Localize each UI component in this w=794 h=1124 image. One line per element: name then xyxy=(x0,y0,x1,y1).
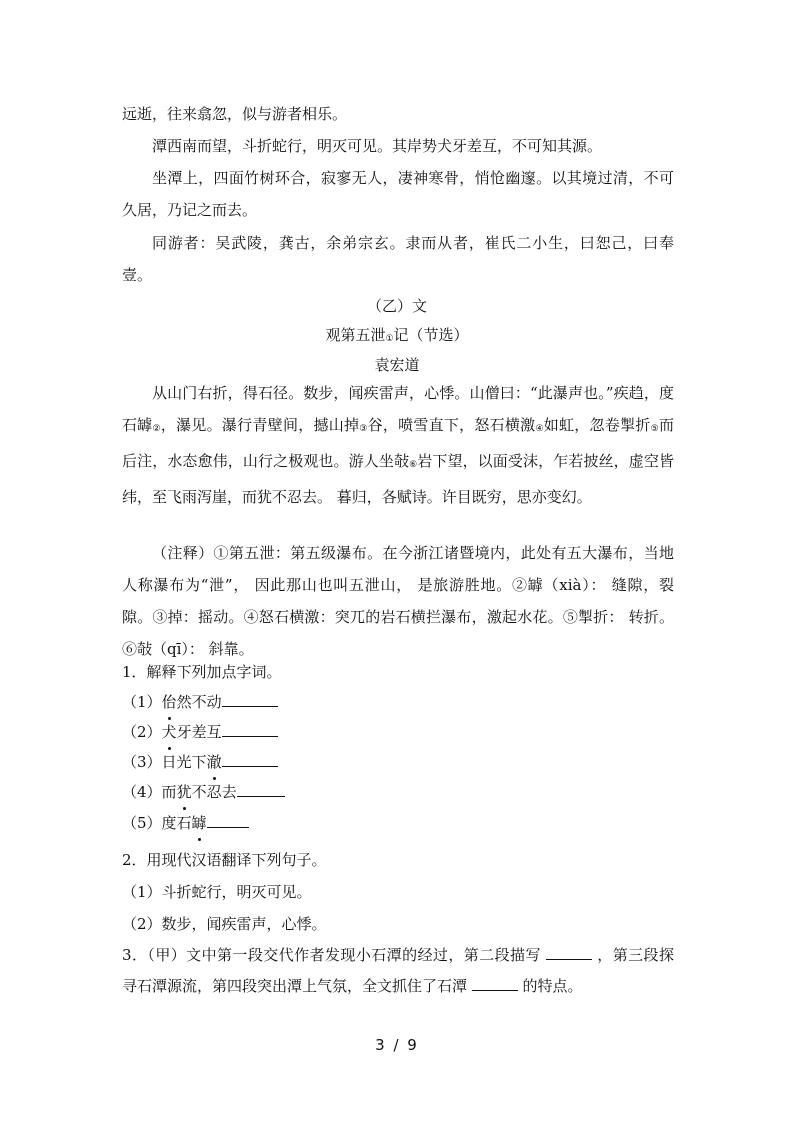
question-1-item xyxy=(122,750,278,774)
question-1-item xyxy=(122,690,278,714)
note-marker: ② xyxy=(152,424,161,434)
question-2-stem: 2．用现代汉语翻译下列句子。 xyxy=(122,851,327,869)
yi-author: 袁宏道 xyxy=(374,356,420,374)
yi-title-suffix: 记（节选） xyxy=(393,326,469,344)
dotted-character: 犬 xyxy=(162,720,177,744)
item-text: 斗折蛇行，明灭可见。 xyxy=(161,883,312,901)
question-3-text: ，第三段探寻石潭源流，第四段突出潭上气氛，全文抓住了石潭 xyxy=(122,946,674,995)
yi-body-text: 而后注，水态愈伟，山行之极观也。游人坐敧 xyxy=(122,416,674,470)
yi-body-text: 从山门右折，得石径。数步，闻疾雷声，心悸。山僧曰：“此瀑声也。”疾趋，度石罅 xyxy=(122,384,674,434)
answer-blank[interactable] xyxy=(546,945,592,960)
item-text: 牙差互 xyxy=(176,723,222,741)
yi-body xyxy=(122,377,674,513)
answer-blank[interactable] xyxy=(472,976,518,991)
dotted-character: 犹 xyxy=(177,780,192,804)
question-1-item xyxy=(122,780,285,804)
note-marker: ④ xyxy=(535,424,544,434)
question-1-item xyxy=(122,720,278,744)
yi-body-text: 如虹，忽卷掣折 xyxy=(543,416,651,434)
item-text: 而 xyxy=(161,783,177,801)
question-3 xyxy=(122,940,674,1002)
yi-heading: （乙）文 xyxy=(366,297,427,315)
item-text: 日光下 xyxy=(161,753,207,771)
question-2-item xyxy=(122,880,312,904)
yi-body-text: ，瀑见。瀑行青壁间，撼山掉 xyxy=(160,416,360,434)
note-marker: ⑥ xyxy=(409,460,418,470)
note-marker: ③ xyxy=(359,424,368,434)
dotted-character: 罅 xyxy=(192,811,207,835)
item-number: （1） xyxy=(122,693,162,711)
question-3-text: 的特点。 xyxy=(517,977,583,995)
answer-blank[interactable] xyxy=(237,782,285,797)
jia-paragraph-0: 远逝，往来翕忽，似与游者相乐。 xyxy=(122,105,348,123)
question-1-item xyxy=(122,811,249,835)
page-number: 3 / 9 xyxy=(375,1036,419,1054)
yi-title-note-marker: ① xyxy=(385,334,394,344)
yi-body-text: 岩下望，以面受沫，乍若披丝，虚空皆纬，至飞雨泻崖，而犹不忍去。 暮归，各赋诗。许目既穷，思亦变幻。 xyxy=(122,452,674,506)
question-2-item xyxy=(122,912,327,936)
question-3-text: 3．（甲）文中第一段交代作者发现小石潭的经过，第二段描写 xyxy=(122,946,547,964)
yi-notes: （注释）①第五泄：第五级瀑布。在今浙江诸暨境内，此处有五大瀑布，当地人称瀑布为“泄”， 因此那山也叫五泄山， 是旅游胜地。②罅（xià）： 缝隙，裂隙。③掉：摇动。④怒石横激：突兀的岩石横拦瀑布，激起水花。⑤掣折： 转折。 ⑥敧（qī）： 斜靠。 xyxy=(122,544,674,658)
dotted-character: 澈 xyxy=(207,750,222,774)
item-text: 然不动 xyxy=(176,693,222,711)
item-number: （1） xyxy=(122,883,162,901)
jia-paragraph-3: 同游者：吴武陵，龚古，余弟宗玄。隶而从者，崔氏二小生，曰恕己，曰奉壹。 xyxy=(122,234,674,284)
dotted-character: 佁 xyxy=(162,690,177,714)
jia-paragraph-2: 坐潭上，四面竹树环合，寂寥无人，凄神寒骨，悄怆幽邃。以其境过清，不可久居，乃记之而去。 xyxy=(122,169,674,219)
item-number: （5） xyxy=(122,814,162,832)
yi-title xyxy=(0,323,794,351)
yi-body-text: 谷，喷雪直下，怒石横激 xyxy=(367,416,536,434)
item-number: （2） xyxy=(122,723,162,741)
yi-title-main: 观第五泄 xyxy=(325,326,386,344)
answer-blank[interactable] xyxy=(207,813,249,828)
note-marker: ⑤ xyxy=(650,424,659,434)
answer-blank[interactable] xyxy=(222,722,278,737)
item-text: 不忍去 xyxy=(191,783,237,801)
item-text: 数步，闻疾雷声，心悸。 xyxy=(161,915,327,933)
question-1-stem: 1．解释下列加点字词。 xyxy=(122,663,282,681)
answer-blank[interactable] xyxy=(222,692,278,707)
item-number: （2） xyxy=(122,915,162,933)
item-text: 度石 xyxy=(161,814,192,832)
jia-paragraph-1: 潭西南而望，斗折蛇行，明灭可见。其岸势犬牙差互，不可知其源。 xyxy=(152,137,603,155)
item-number: （4） xyxy=(122,783,162,801)
item-number: （3） xyxy=(122,753,162,771)
answer-blank[interactable] xyxy=(222,752,278,767)
